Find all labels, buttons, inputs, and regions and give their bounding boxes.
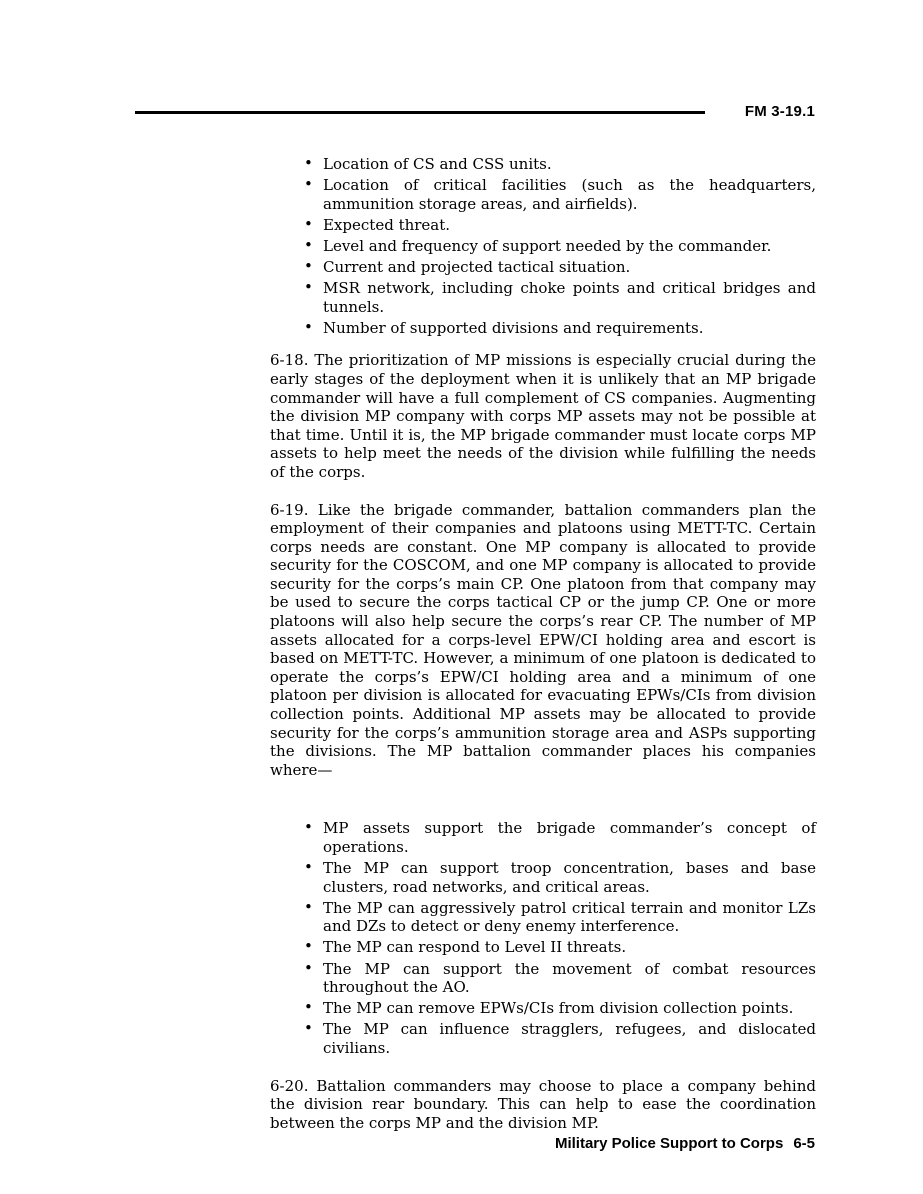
paragraph-6-18: 6-18. The prioritization of MP missions is especially crucial during the early stages of the deployment when it is unlikely that an MP brigade commander will have a full complement of CS companies. Augmenting the division MP company with corps MP assets may not be possible at that time. Until it is, the MP brigade commander must locate corps MP assets to help meet the needs of the division while fulfilling the needs of the corps. — [270, 351, 816, 481]
document-id: FM 3-19.1 — [744, 103, 815, 120]
bullet-icon: • — [304, 998, 313, 1017]
list-item-text: Current and projected tactical situation. — [323, 257, 631, 276]
bullet-icon: • — [304, 858, 313, 877]
list-item — [270, 960, 816, 997]
bullet-icon: • — [304, 897, 313, 916]
bullet-icon: • — [304, 937, 313, 956]
list-item — [270, 938, 816, 957]
header-rule — [135, 111, 705, 114]
list-item-text: Expected threat. — [323, 215, 451, 234]
list-item-text: MP assets support the brigade commander’s concept of operations. — [323, 819, 816, 856]
list-item-text: The MP can aggressively patrol critical terrain and monitor LZs and DZs to detect or deny enemy interference. — [323, 898, 816, 936]
footer-section-title: Military Police Support to Corps — [554, 1135, 784, 1152]
bullet-icon: • — [304, 154, 313, 172]
list-item-text: The MP can support troop concentration, bases and base clusters, road networks, and critical areas. — [323, 859, 816, 896]
bullet-icon: • — [304, 1019, 313, 1038]
list-item-text: Level and frequency of support needed by the commander. — [323, 236, 772, 255]
list-item — [270, 819, 816, 856]
bullet-icon: • — [304, 235, 313, 254]
bullet-icon: • — [304, 278, 313, 297]
footer-page-number: 6-5 — [793, 1135, 815, 1152]
list-item — [270, 999, 816, 1018]
paragraph-6-19: 6-19. Like the brigade commander, battalion commanders plan the employment of their companies and platoons using METT-TC. Certain corps needs are constant. One MP company is allocated to provide security for the COSCOM, and one MP company is allocated to provide security for the corps’s main CP. One platoon from that company may be used to secure the corps tactical CP or the jump CP. One or more platoons will also help secure the corps’s rear CP. The number of MP assets allocated for a corps-level EPW/CI holding area and escort is based on METT-TC. However, a minimum of one platoon is dedicated to operate the corps’s EPW/CI holding area and a minimum of one platoon per division is allocated for evacuating EPWs/CIs from division collection points. Additional MP assets may be allocated to provide security for the corps’s ammunition storage area and ASPs supporting the divisions. The MP battalion commander places his companies where— — [270, 500, 816, 779]
list-item-text: Location of critical facilities (such as the headquarters, ammunition storage areas, and airfields). — [323, 176, 816, 213]
list-item — [270, 1020, 816, 1057]
list-item — [270, 155, 816, 174]
bullet-icon: • — [304, 175, 313, 194]
list-item — [270, 258, 816, 277]
list-item — [270, 279, 816, 316]
list-item — [270, 319, 816, 338]
page-body — [270, 155, 816, 1132]
list-item — [270, 176, 816, 213]
list-item-text: Number of supported divisions and requirements. — [323, 318, 704, 337]
bullet-icon: • — [304, 818, 313, 837]
page-footer — [555, 1135, 815, 1152]
list-item-text: The MP can support the movement of combat resources throughout the AO. — [323, 959, 816, 997]
bullet-icon: • — [304, 214, 313, 233]
bullet-icon: • — [304, 958, 313, 977]
bullet-icon: • — [304, 317, 313, 336]
list-item-text: The MP can remove EPWs/CIs from division collection points. — [323, 999, 794, 1018]
paragraph-6-20: 6-20. Battalion commanders may choose to place a company behind the division rear boundary. This can help to ease the coordination between the corps MP and the division MP. — [270, 1076, 816, 1132]
list-item — [270, 899, 816, 936]
bullet-list-mission-factors — [270, 155, 816, 337]
list-item — [270, 216, 816, 235]
list-item — [270, 859, 816, 896]
bullet-list-mp-placement — [270, 819, 816, 1057]
list-item-text: Location of CS and CSS units. — [323, 155, 552, 173]
list-item-text: The MP can influence stragglers, refugees, and dislocated civilians. — [323, 1020, 816, 1057]
list-item-text: MSR network, including choke points and critical bridges and tunnels. — [323, 279, 816, 316]
list-item — [270, 237, 816, 256]
list-item-text: The MP can respond to Level II threats. — [323, 938, 627, 957]
bullet-icon: • — [304, 256, 313, 275]
